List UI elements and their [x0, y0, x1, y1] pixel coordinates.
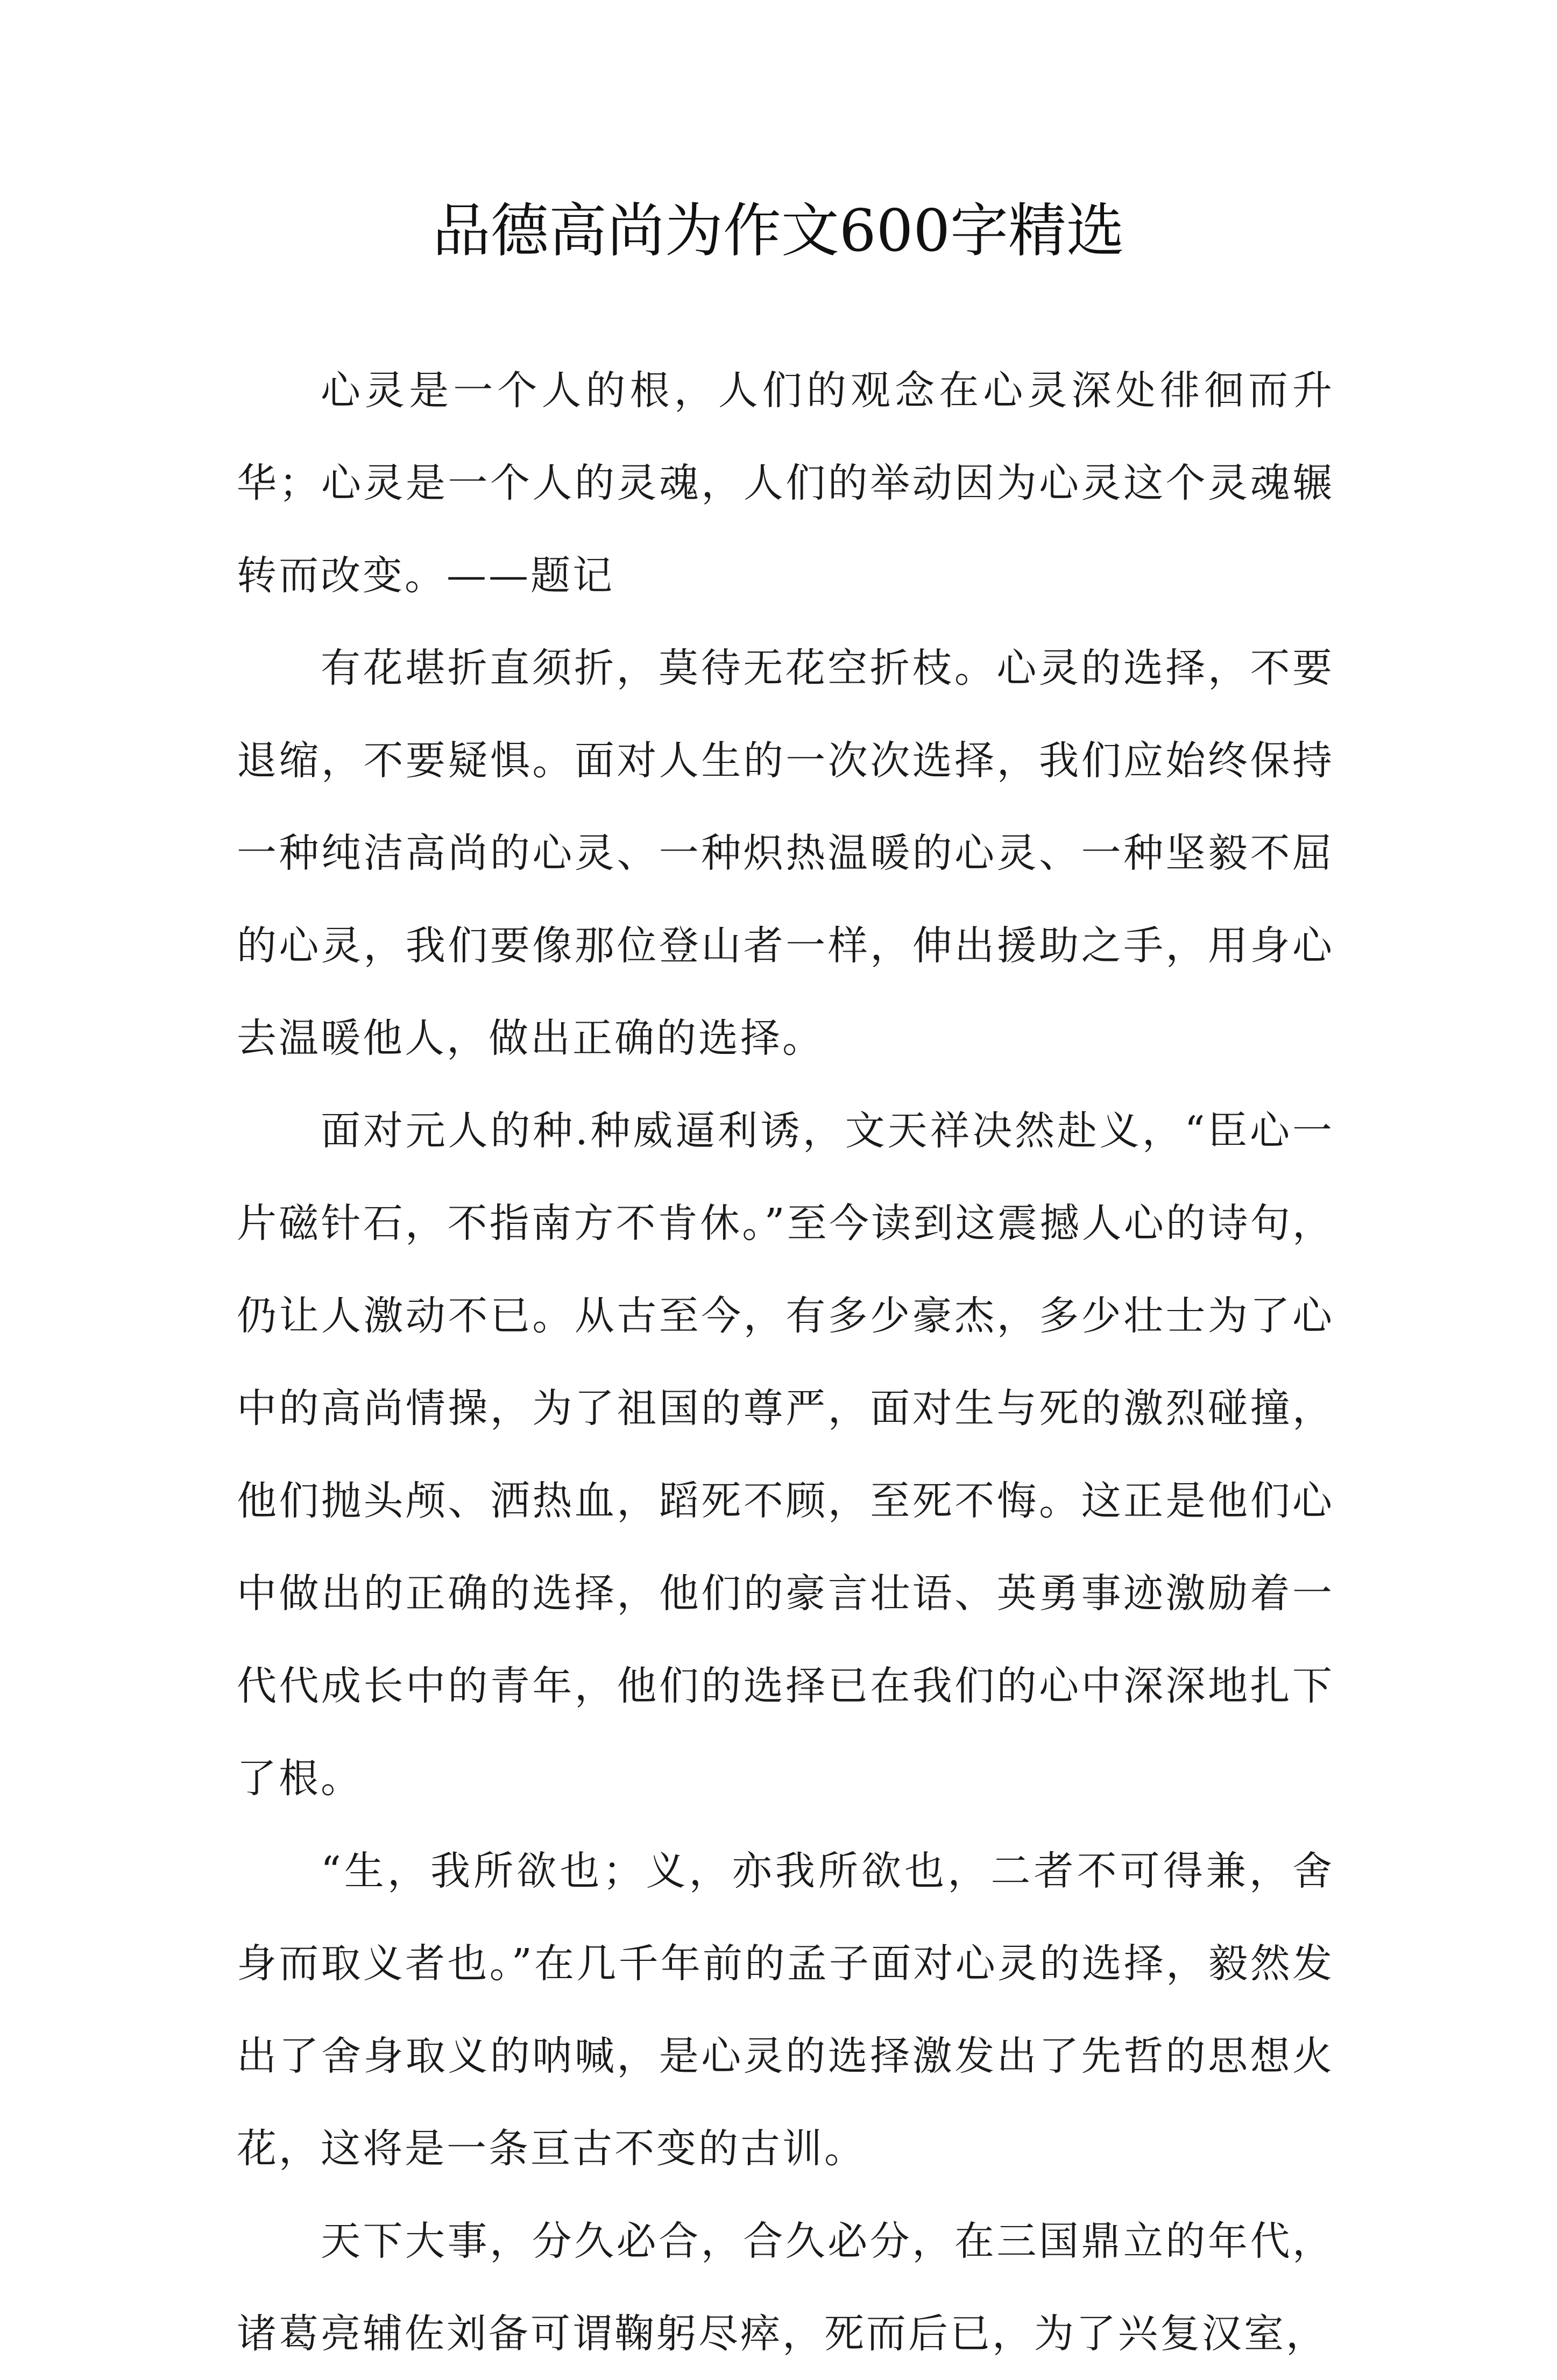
- document-body: [237, 344, 1334, 2380]
- paragraph-wen-tianxiang: 面对元人的种.种威逼利诱，文天祥决然赴义，“臣心一片磁针石，不指南方不肯休。”至今读到这震撼人心的诗句，仍让人激动不已。从古至今，有多少豪杰，多少壮士为了心中的高尚情操，为了祖国的尊严，面对生与死的激烈碰撞，他们抛头颅、洒热血，蹈死不顾，至死不悔。这正是他们心中做出的正确的选择，他们的豪言壮语、英勇事迹激励着一代代成长中的青年，他们的选择已在我们的心中深深地扎下了根。: [237, 1108, 1334, 1802]
- document-title: 品德高尚为作文600字精选: [432, 197, 1125, 265]
- paragraph-mencius: “生，我所欲也；义，亦我所欲也，二者不可得兼，舍身而取义者也。”在几千年前的孟子面对心灵的选择，毅然发出了舍身取义的呐喊，是心灵的选择激发出了先哲的思想火花，这将是一条亘古不变的古训。: [237, 1848, 1334, 2172]
- paragraph-epigraph: 心灵是一个人的根，人们的观念在心灵深处徘徊而升华；心灵是一个人的灵魂，人们的举动因为心灵这个灵魂辗转而改变。——题记: [237, 367, 1334, 599]
- paragraph-choice: 有花堪折直须折，莫待无花空折枝。心灵的选择，不要退缩，不要疑惧。面对人生的一次次选择，我们应始终保持一种纯洁高尚的心灵、一种炽热温暖的心灵、一种坚毅不屈的心灵，我们要像那位登山者一样，伸出援助之手，用身心去温暖他人，做出正确的选择。: [237, 645, 1334, 1061]
- paragraph-three-kingdoms: 天下大事，分久必合，合久必分，在三国鼎立的年代，诸葛亮辅佐刘备可谓鞠躬尽瘁，死而后已，为了兴复汉室，: [237, 2218, 1334, 2357]
